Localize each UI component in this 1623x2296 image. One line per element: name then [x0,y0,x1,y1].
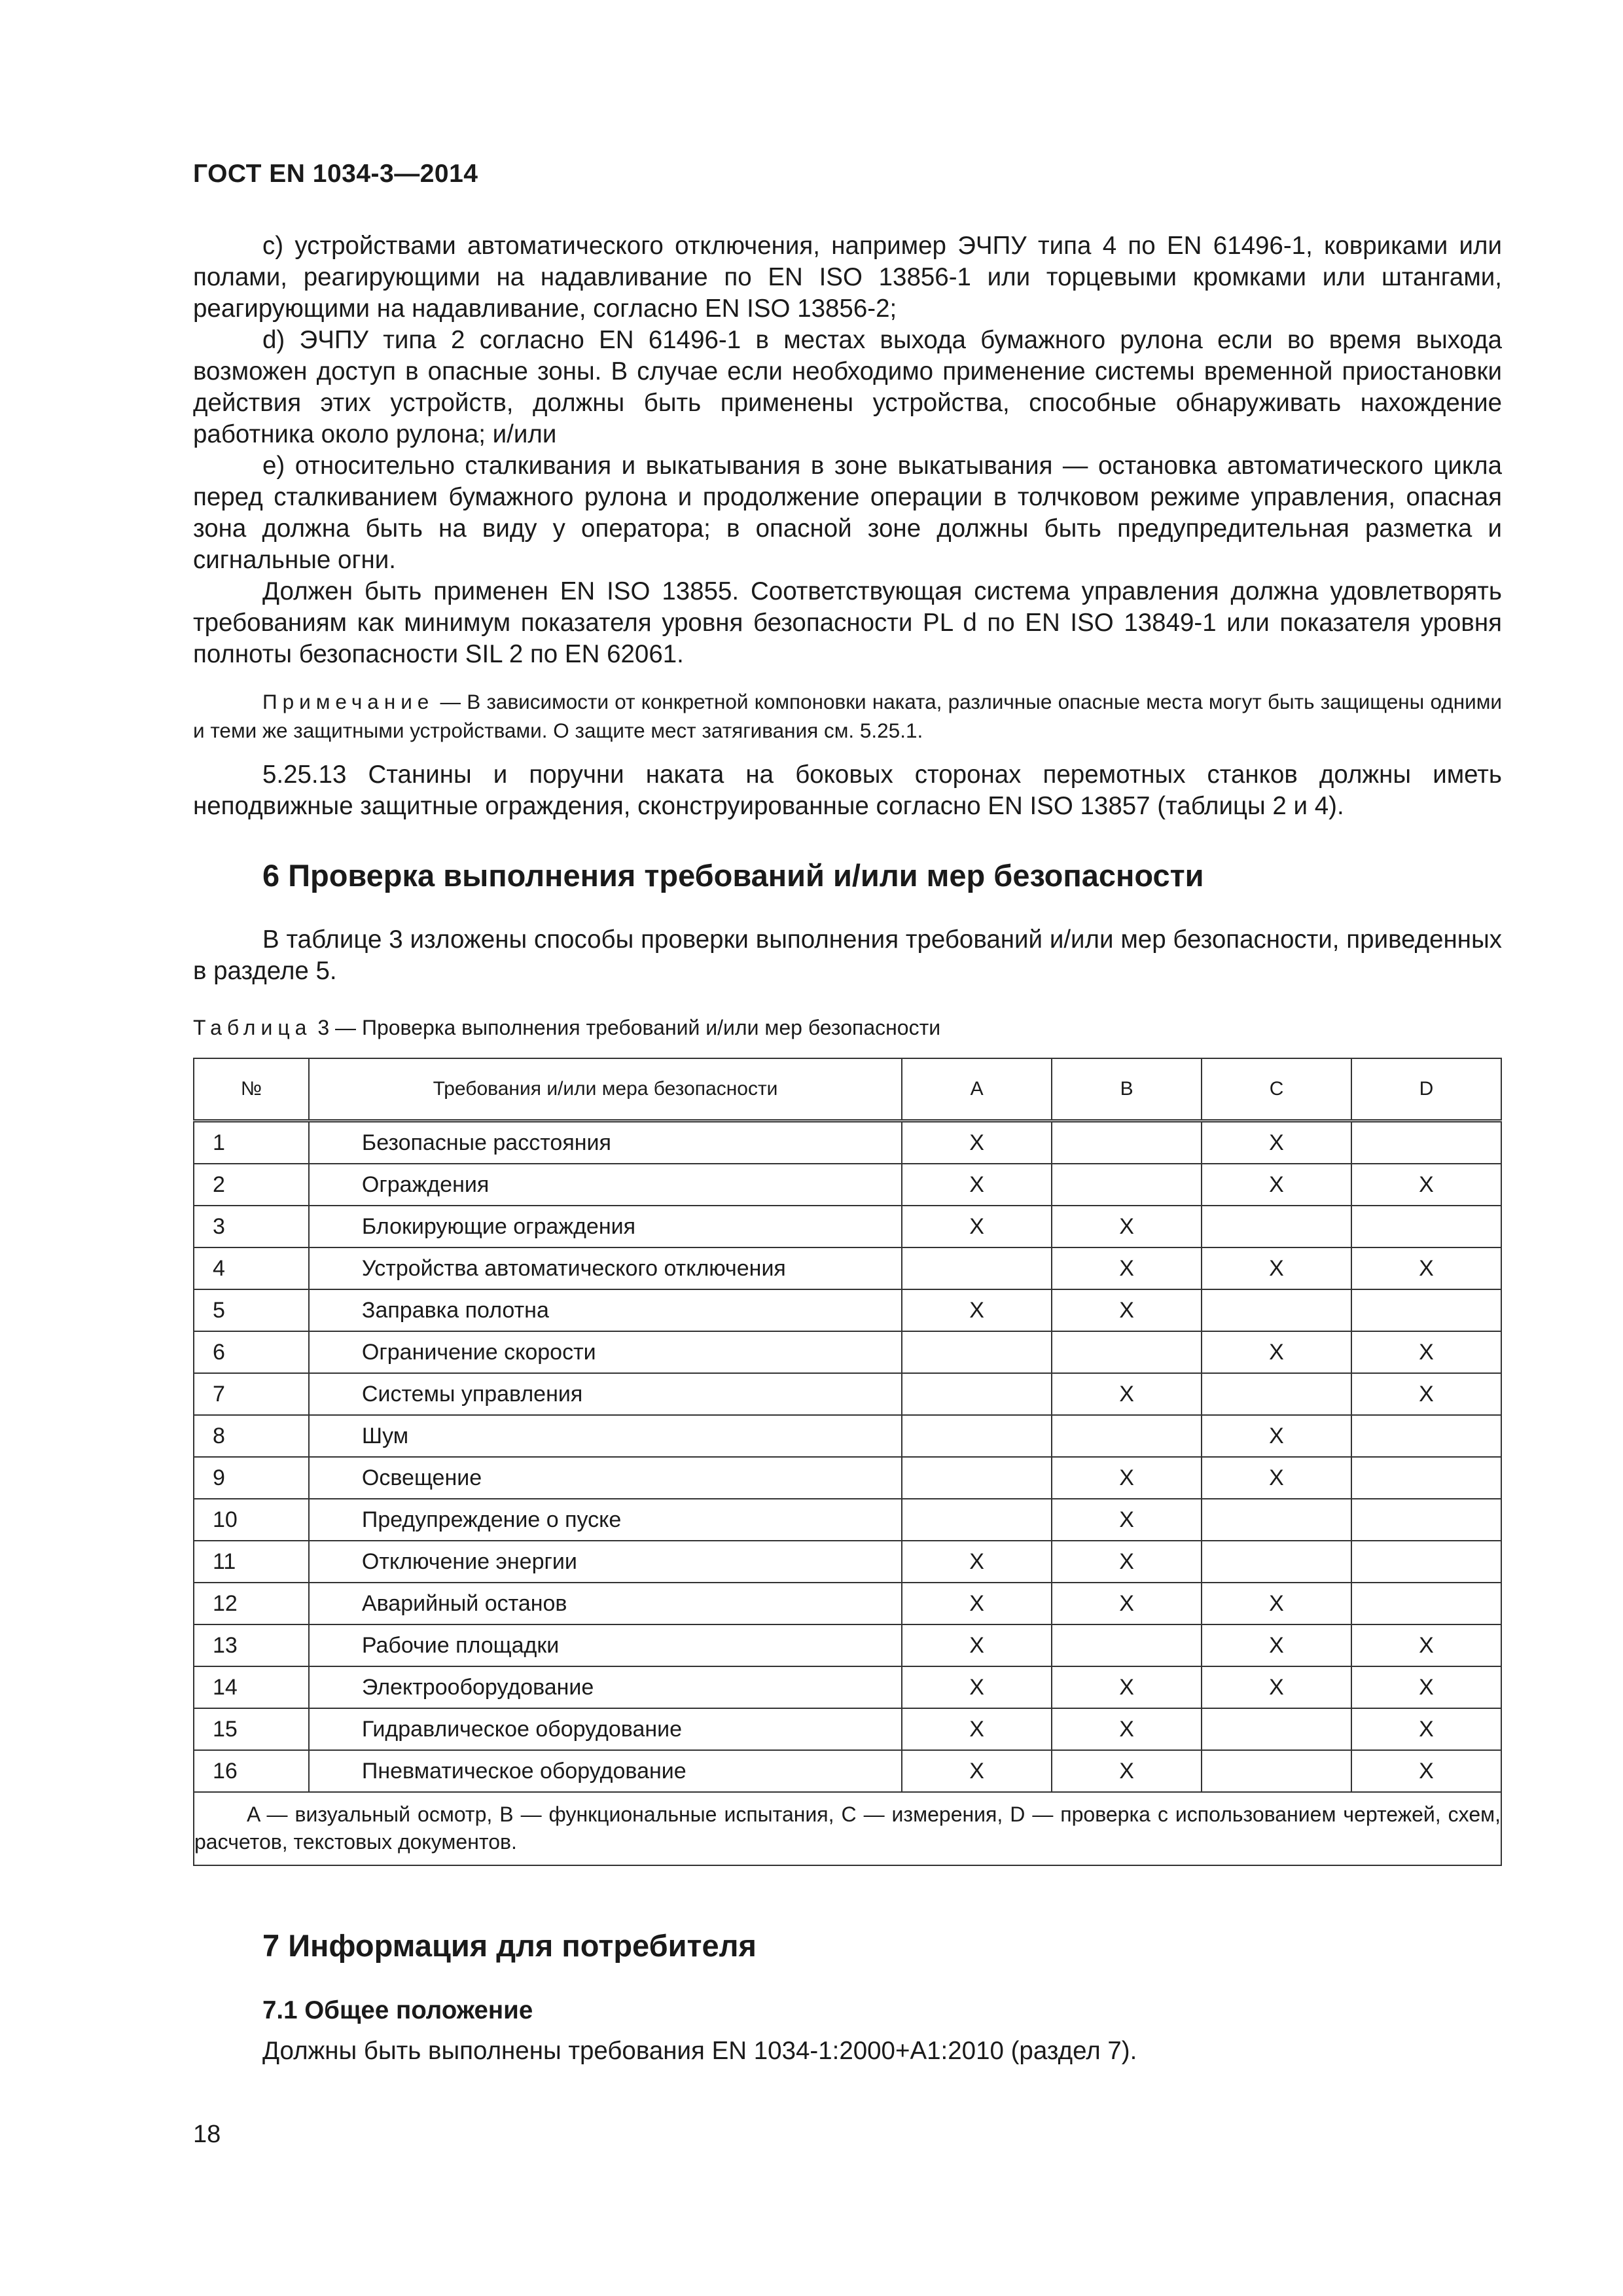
header-cell-b: B [1052,1058,1202,1121]
table-cell-number: 14 [194,1666,309,1708]
table-cell-c: X [1202,1331,1351,1373]
table-row [194,1708,1501,1750]
table-cell-a: X [902,1289,1052,1331]
table-cell-c [1202,1708,1351,1750]
table-cell-c: X [1202,1164,1351,1206]
table-cell-a: X [902,1121,1052,1164]
table-cell-c: X [1202,1415,1351,1457]
table-cell-number: 10 [194,1499,309,1541]
table-cell-requirement: Отключение энергии [309,1541,902,1583]
table-cell-number: 15 [194,1708,309,1750]
table-cell-number: 5 [194,1289,309,1331]
table-cell-c [1202,1750,1351,1792]
table-cell-b: X [1052,1373,1202,1415]
table-row [194,1583,1501,1624]
table-cell-d: X [1351,1164,1501,1206]
clause-list-block [193,230,1502,670]
table-caption-text: 3 — Проверка выполнения требований и/или мер безопасности [312,1016,941,1039]
table-row [194,1373,1501,1415]
table-cell-b [1052,1331,1202,1373]
table-legend: A — визуальный осмотр, B — функциональные испытания, C — измерения, D — проверка с использованием чертежей, схем, расчетов, текстовых документов. [194,1803,1501,1854]
table-row [194,1666,1501,1708]
table-row [194,1289,1501,1331]
table-cell-number: 9 [194,1457,309,1499]
paragraph-item-c: c) устройствами автоматического отключения, например ЭЧПУ типа 4 по EN 61496-1, ковриками или полами, реагирующими на надавливание по EN ISO 13856-1 или торцевыми кромками или штангами, реагирующими на надавливание, согласно EN ISO 13856-2; [193,232,1502,323]
table-cell-d [1351,1121,1501,1164]
verification-table [193,1058,1502,1866]
table-cell-b [1052,1624,1202,1666]
header-cell-requirement: Требования и/или мера безопасности [309,1058,902,1121]
table-row [194,1121,1501,1164]
table-cell-d [1351,1457,1501,1499]
table-cell-c [1202,1499,1351,1541]
table-cell-a: X [902,1583,1052,1624]
clause-5-25-13-block [193,759,1502,822]
table-cell-d: X [1351,1373,1501,1415]
table-cell-a [902,1373,1052,1415]
table-row [194,1331,1501,1373]
table-cell-d: X [1351,1666,1501,1708]
table-cell-requirement: Рабочие площадки [309,1624,902,1666]
section-7-title: 7 Информация для потребителя [262,1928,757,1963]
table-cell-a [902,1415,1052,1457]
table-cell-d [1351,1583,1501,1624]
table-cell-requirement: Пневматическое оборудование [309,1750,902,1792]
table-cell-b: X [1052,1666,1202,1708]
table-cell-b [1052,1121,1202,1164]
subsection-7-1-paragraph: Должны быть выполнены требования EN 1034-1:2000+A1:2010 (раздел 7). [262,2037,1137,2065]
table-cell-number: 11 [194,1541,309,1583]
header-cell-d: D [1351,1058,1501,1121]
table-cell-requirement: Предупреждение о пуске [309,1499,902,1541]
table-cell-requirement: Освещение [309,1457,902,1499]
table-cell-a: X [902,1666,1052,1708]
table-cell-d: X [1351,1708,1501,1750]
table-legend-cell [194,1792,1501,1865]
table-row [194,1164,1501,1206]
table-cell-b: X [1052,1499,1202,1541]
note-label: Примечание [262,690,435,713]
table-cell-number: 12 [194,1583,309,1624]
table-cell-b [1052,1415,1202,1457]
table-cell-c [1202,1373,1351,1415]
table-cell-requirement: Устройства автоматического отключения [309,1247,902,1289]
paragraph-5-25-13: 5.25.13 Станины и поручни наката на боковых сторонах перемотных станков должны иметь неподвижные защитные ограждения, сконструированные согласно EN ISO 13857 (таблицы 2 и 4). [193,761,1502,820]
table-cell-c [1202,1289,1351,1331]
table-cell-requirement: Шум [309,1415,902,1457]
table-row [194,1415,1501,1457]
table-row [194,1624,1501,1666]
table-cell-c: X [1202,1457,1351,1499]
table-header-row [194,1058,1501,1121]
table-row [194,1541,1501,1583]
table-cell-a [902,1247,1052,1289]
table-cell-number: 2 [194,1164,309,1206]
table-cell-b [1052,1164,1202,1206]
table-cell-c [1202,1541,1351,1583]
header-cell-number: № [194,1058,309,1121]
table-cell-requirement: Гидравлическое оборудование [309,1708,902,1750]
table-cell-a: X [902,1164,1052,1206]
table-body [194,1121,1501,1793]
table-cell-a [902,1499,1052,1541]
header-cell-a: A [902,1058,1052,1121]
note-text: — В зависимости от конкретной компоновки наката, различные опасные места могут быть защищены одними и теми же защитными устройствами. О защите мест затягивания см. 5.25.1. [193,690,1502,742]
table-cell-requirement: Заправка полотна [309,1289,902,1331]
table-cell-a: X [902,1541,1052,1583]
table-cell-number: 13 [194,1624,309,1666]
table-cell-a: X [902,1624,1052,1666]
table-cell-c: X [1202,1583,1351,1624]
table-cell-requirement: Системы управления [309,1373,902,1415]
table-cell-number: 3 [194,1206,309,1247]
table-cell-requirement: Блокирующие ограждения [309,1206,902,1247]
table-cell-a: X [902,1750,1052,1792]
table-cell-number: 4 [194,1247,309,1289]
table-cell-d: X [1351,1624,1501,1666]
note-paragraph [193,687,1502,745]
table-cell-d: X [1351,1331,1501,1373]
table-cell-number: 8 [194,1415,309,1457]
table-cell-a [902,1457,1052,1499]
table-cell-b: X [1052,1206,1202,1247]
table-cell-d [1351,1206,1501,1247]
table-cell-requirement: Аварийный останов [309,1583,902,1624]
header-cell-c: C [1202,1058,1351,1121]
paragraph-item-e: e) относительно сталкивания и выкатывания в зоне выкатывания — остановка автоматического цикла перед сталкиванием бумажного рулона и продолжение операции в толчковом режиме управления, опасная зона должна быть на виду у оператора; в опасной зоне должны быть предупредительная разметка и сигнальные огни. [193,452,1502,574]
section-6-intro-block [193,924,1502,987]
table-cell-number: 7 [194,1373,309,1415]
table-cell-b: X [1052,1583,1202,1624]
table-cell-b: X [1052,1750,1202,1792]
table-cell-c: X [1202,1666,1351,1708]
table-caption-label: Таблица [193,1016,312,1039]
table-cell-number: 1 [194,1121,309,1164]
table-cell-requirement: Электрооборудование [309,1666,902,1708]
paragraph-item-d: d) ЭЧПУ типа 2 согласно EN 61496-1 в местах выхода бумажного рулона если во время выхода возможен доступ в опасные зоны. В случае если необходимо применение системы временной приостановки действия этих устройств, должны быть применены устройства, способные обнаруживать нахождение работника около рулона; и/или [193,326,1502,448]
table-3-caption [193,1016,940,1040]
table-cell-b: X [1052,1708,1202,1750]
table-row [194,1247,1501,1289]
table-cell-d: X [1351,1750,1501,1792]
table-cell-a: X [902,1708,1052,1750]
table-cell-requirement: Ограничение скорости [309,1331,902,1373]
table-cell-d [1351,1415,1501,1457]
table-row [194,1499,1501,1541]
table-cell-d [1351,1541,1501,1583]
table-row [194,1750,1501,1792]
table-cell-d: X [1351,1247,1501,1289]
subsection-7-1-title: 7.1 Общее положение [262,1996,533,2024]
table-row [194,1206,1501,1247]
table-cell-a [902,1331,1052,1373]
table-cell-c: X [1202,1247,1351,1289]
table-cell-requirement: Ограждения [309,1164,902,1206]
document-header: ГОСТ EN 1034-3—2014 [193,160,478,188]
table-cell-a: X [902,1206,1052,1247]
table-cell-d [1351,1499,1501,1541]
section-6-paragraph: В таблице 3 изложены способы проверки выполнения требований и/или мер безопасности, приведенных в разделе 5. [193,925,1502,985]
subsection-7-1-block [193,2036,1502,2067]
table-cell-requirement: Безопасные расстояния [309,1121,902,1164]
table-cell-number: 16 [194,1750,309,1792]
table-cell-c: X [1202,1624,1351,1666]
table-cell-b: X [1052,1541,1202,1583]
table-cell-d [1351,1289,1501,1331]
table-cell-b: X [1052,1289,1202,1331]
table-cell-c [1202,1206,1351,1247]
table-cell-number: 6 [194,1331,309,1373]
page-number: 18 [193,2121,221,2148]
table-row [194,1457,1501,1499]
table-cell-c: X [1202,1121,1351,1164]
table-cell-b: X [1052,1247,1202,1289]
paragraph-iso-13855: Должен быть применен EN ISO 13855. Соответствующая система управления должна удовлетворять требованиям как минимум показателя уровня безопасности PL d по EN ISO 13849-1 или показателя уровня полноты безопасности SIL 2 по EN 62061. [193,577,1502,668]
table-cell-b: X [1052,1457,1202,1499]
section-6-title: 6 Проверка выполнения требований и/или мер безопасности [262,858,1204,893]
table-footer-row [194,1792,1501,1865]
